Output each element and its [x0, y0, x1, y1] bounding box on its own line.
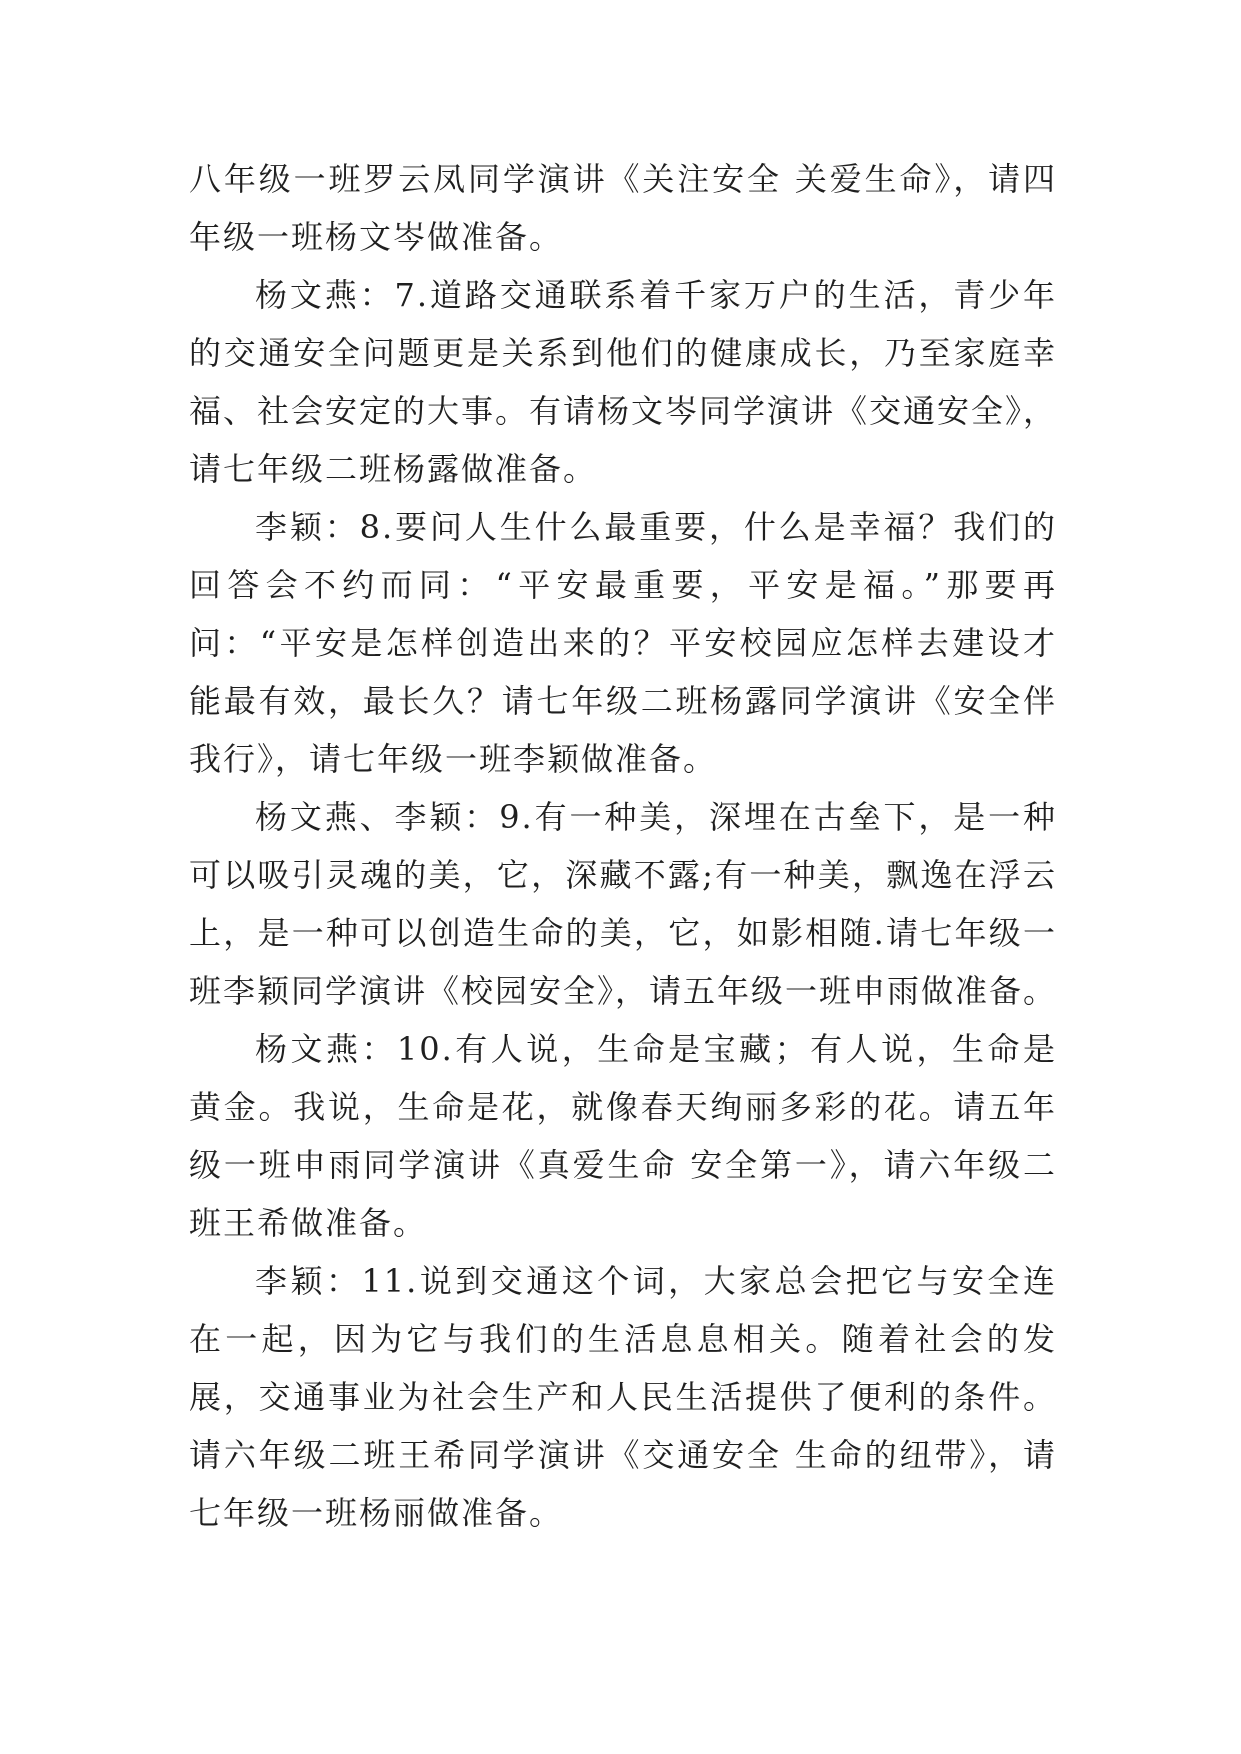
document-body [189, 150, 1057, 1542]
paragraph-4: 杨文燕、李颖：9.有一种美，深埋在古垒下，是一种可以吸引灵魂的美，它，深藏不露;有一种美，飘逸在浮云上，是一种可以创造生命的美，它，如影相随.请七年级一班李颖同学演讲《校园安全》，请五年级一班申雨做准备。 [189, 798, 1058, 1010]
paragraph-2: 杨文燕：7.道路交通联系着千家万户的生活，青少年的交通安全问题更是关系到他们的健康成长，乃至家庭幸福、社会安定的大事。有请杨文岑同学演讲《交通安全》，请七年级二班杨露做准备。 [189, 276, 1058, 488]
paragraph-3: 李颖：8.要问人生什么最重要，什么是幸福？我们的回答会不约而同：“平安最重要，平安是福。”那要再问：“平安是怎样创造出来的？平安校园应怎样去建设才能最有效，最长久？请七年级二班杨露同学演讲《安全伴我行》，请七年级一班李颖做准备。 [189, 508, 1057, 778]
paragraph-5: 杨文燕：10.有人说，生命是宝藏；有人说，生命是黄金。我说，生命是花，就像春天绚丽多彩的花。请五年级一班申雨同学演讲《真爱生命 安全第一》，请六年级二班王希做准备。 [189, 1030, 1057, 1242]
paragraph-6: 李颖：11.说到交通这个词，大家总会把它与安全连在一起，因为它与我们的生活息息相关。随着社会的发展，交通事业为社会生产和人民生活提供了便利的条件。请六年级二班王希同学演讲《交通安全 生命的纽带》，请七年级一班杨丽做准备。 [189, 1262, 1057, 1532]
paragraph-1: 八年级一班罗云凤同学演讲《关注安全 关爱生命》，请四年级一班杨文岑做准备。 [189, 160, 1057, 256]
